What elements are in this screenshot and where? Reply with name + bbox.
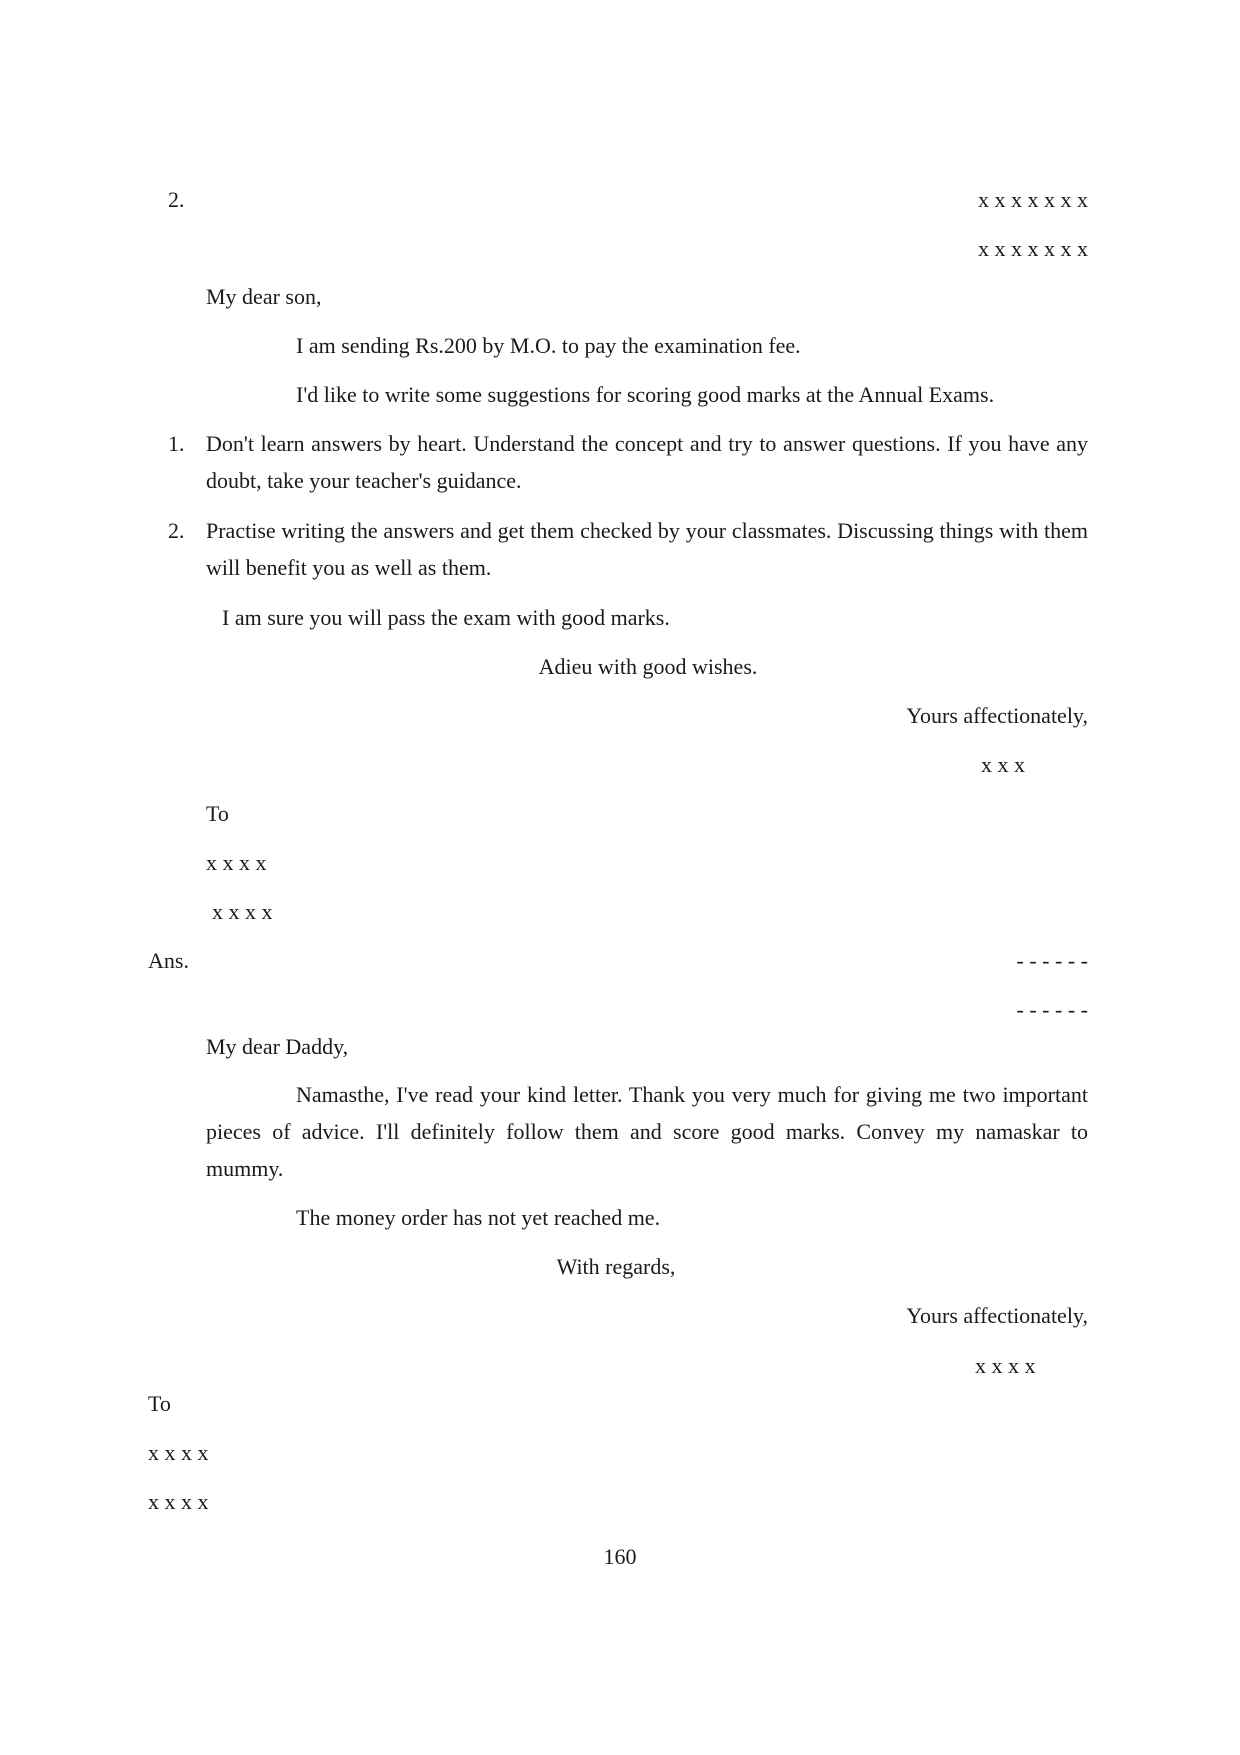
answer-to-line1: x x x x bbox=[148, 1440, 209, 1465]
answer-address-line2: - - - - - - bbox=[1016, 997, 1088, 1022]
question-salutation: My dear son, bbox=[206, 284, 322, 309]
question-number: 2. bbox=[168, 187, 185, 212]
point-number: 1. bbox=[168, 431, 185, 456]
answer-signature: x x x x bbox=[975, 1353, 1036, 1378]
answer-closing: With regards, bbox=[556, 1254, 676, 1279]
question-address-line1: x x x x x x x bbox=[978, 187, 1088, 212]
question-closing: Adieu with good wishes. bbox=[538, 654, 758, 679]
question-address-line2: x x x x x x x bbox=[978, 236, 1088, 261]
answer-signoff: Yours affectionately, bbox=[906, 1303, 1088, 1328]
answer-para2: The money order has not yet reached me. bbox=[296, 1205, 661, 1230]
answer-to-label: To bbox=[148, 1391, 171, 1416]
page-number: 160 bbox=[603, 1544, 637, 1569]
question-para2: I'd like to write some suggestions for scoring good marks at the Annual Exams. bbox=[296, 382, 995, 407]
point-text: Practise writing the answers and get them checked by your classmates. Discussing things with them will benefit you as well as them. bbox=[206, 518, 1088, 580]
question-to-line2: x x x x bbox=[212, 899, 273, 924]
answer-address-line1: - - - - - - bbox=[1016, 948, 1088, 973]
answer-label: Ans. bbox=[148, 948, 189, 973]
question-to-line1: x x x x bbox=[206, 850, 267, 875]
question-signature: x x x bbox=[981, 752, 1025, 777]
answer-to-line2: x x x x bbox=[148, 1489, 209, 1514]
question-para1: I am sending Rs.200 by M.O. to pay the examination fee. bbox=[296, 333, 801, 358]
point-number: 2. bbox=[168, 518, 185, 543]
question-to-label: To bbox=[206, 801, 229, 826]
point-text: Don't learn answers by heart. Understand the concept and try to answer questions. If you have any doubt, take your teacher's guidance. bbox=[206, 431, 1088, 493]
question-signoff: Yours affectionately, bbox=[906, 703, 1088, 728]
question-assurance: I am sure you will pass the exam with good marks. bbox=[222, 605, 670, 630]
answer-salutation: My dear Daddy, bbox=[206, 1034, 349, 1059]
answer-para1: Namasthe, I've read your kind letter. Thank you very much for giving me two important pieces of advice. I'll definitely follow them and score good marks. Convey my namaskar to mummy. bbox=[206, 1082, 1088, 1181]
